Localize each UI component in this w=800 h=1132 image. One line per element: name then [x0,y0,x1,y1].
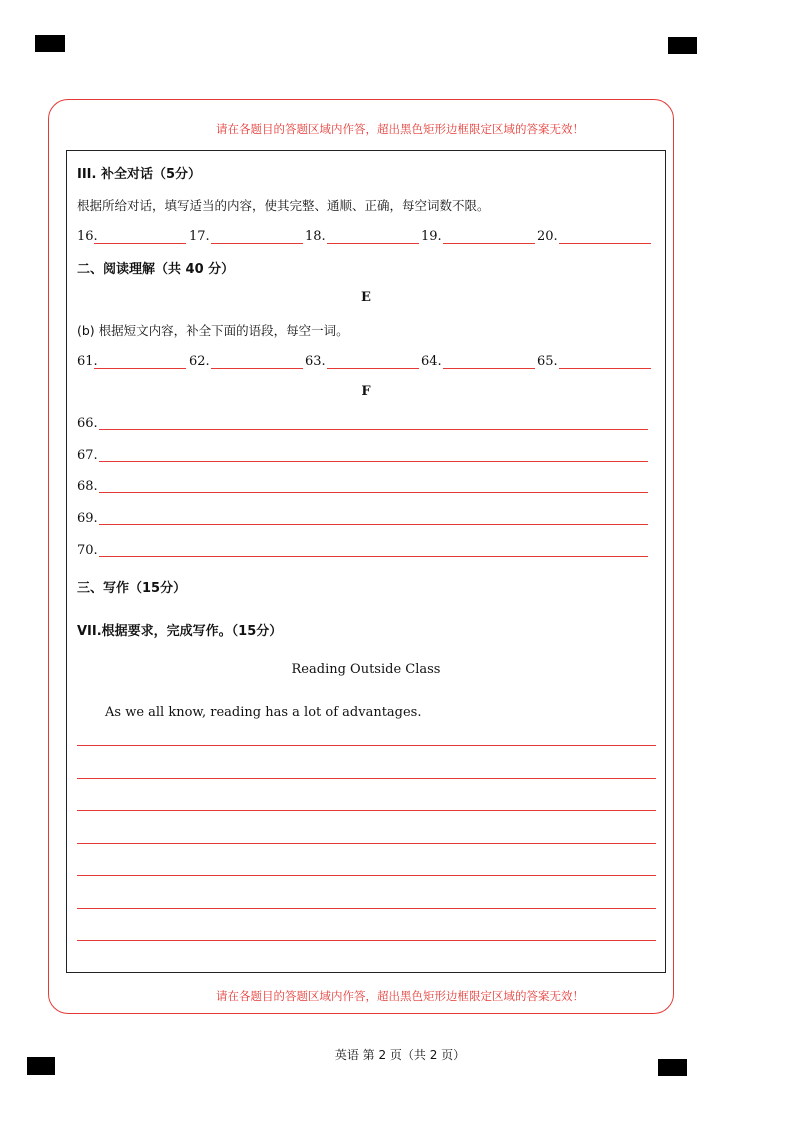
part-e-label: E [361,290,371,305]
writing-line-3[interactable] [77,810,656,811]
blank-61[interactable]: 61. [77,351,187,371]
essay-opening: As we all know, reading has a lot of advantages. [105,705,422,720]
alignment-marker-top-left [35,35,65,52]
essay-title: Reading Outside Class [291,662,441,677]
blank-64[interactable]: 64. [421,351,536,371]
writing-line-7[interactable] [77,940,656,941]
blank-65[interactable]: 65. [537,351,652,371]
blank-62[interactable]: 62. [189,351,304,371]
warning-bottom: 请在各题目的答题区域内作答，超出黑色矩形边框限定区域的答案无效！ [216,989,584,1003]
section3-blank-row [77,226,652,246]
writing-subtitle: VII.根据要求，完成写作。（15分） [77,624,283,639]
page-footer: 英语 第 2 页（共 2 页） [334,1048,466,1062]
blank-18[interactable]: 18. [305,226,420,246]
writing-line-6[interactable] [77,908,656,909]
writing-line-5[interactable] [77,875,656,876]
reading-title: 二、阅读理解（共 40 分） [77,262,235,277]
writing-line-4[interactable] [77,843,656,844]
answer-line-69[interactable]: 69. [77,508,652,528]
blank-16[interactable]: 16. [77,226,187,246]
blank-20[interactable]: 20. [537,226,652,246]
answer-line-68[interactable]: 68. [77,476,652,496]
blank-19[interactable]: 19. [421,226,536,246]
answer-line-67[interactable]: 67. [77,445,652,465]
blank-63[interactable]: 63. [305,351,420,371]
writing-title: 三、写作（15分） [77,581,187,596]
answer-line-70[interactable]: 70. [77,540,652,560]
part-e-blank-row [77,351,652,371]
section3-title: III. 补全对话（5分） [77,167,202,182]
part-e-instruction: (b) 根据短文内容，补全下面的语段，每空一词。 [77,323,349,338]
alignment-marker-top-right [668,37,697,54]
blank-17[interactable]: 17. [189,226,304,246]
warning-top: 请在各题目的答题区域内作答，超出黑色矩形边框限定区域的答案无效！ [216,122,584,136]
part-f-label: F [361,384,371,399]
writing-line-1[interactable] [77,745,656,746]
answer-line-66[interactable]: 66. [77,413,652,433]
writing-line-2[interactable] [77,778,656,779]
section3-instruction: 根据所给对话，填写适当的内容，使其完整、通顺、正确，每空词数不限。 [77,198,490,213]
